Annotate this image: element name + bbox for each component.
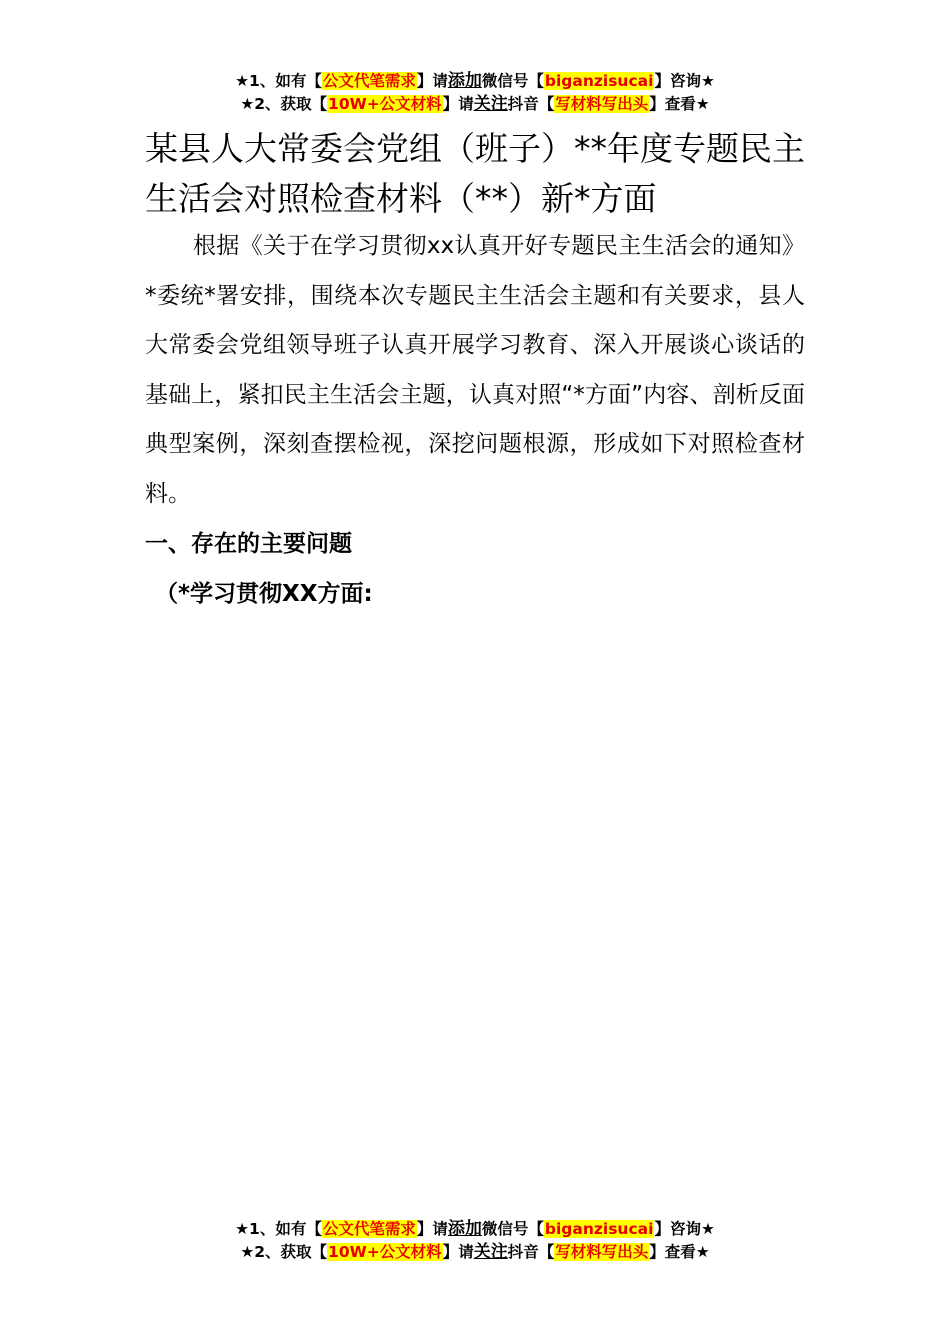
banner-text: 抖音【 xyxy=(507,95,555,113)
banner-underlined: 关注 xyxy=(473,94,508,114)
banner-text: ★1、如有【 xyxy=(235,72,322,90)
document-title: 某县人大常委会党组（班子）**年度专题民主生活会对照检查材料（**）新*方面 xyxy=(145,129,805,218)
banner-line-2 xyxy=(0,1241,950,1264)
banner-text: ★2、获取【 xyxy=(240,95,328,113)
banner-highlight: 写材料写出头 xyxy=(555,1243,649,1261)
banner-text: ★1、如有【 xyxy=(235,1220,322,1238)
header-banner xyxy=(0,70,950,116)
banner-line-2 xyxy=(0,93,950,116)
subsection-heading: （*学习贯彻XX方面: xyxy=(155,581,373,607)
banner-text: 】查看★ xyxy=(649,95,710,113)
banner-underlined: 关注 xyxy=(473,1242,508,1262)
banner-line-1 xyxy=(0,1218,950,1241)
banner-text: ★2、获取【 xyxy=(240,1243,328,1261)
banner-text: 】请 xyxy=(442,1243,474,1261)
banner-text: 微信号【 xyxy=(481,1220,544,1238)
banner-highlight: 公文代笔需求 xyxy=(322,72,416,90)
banner-text: 】请 xyxy=(442,95,474,113)
banner-underlined: 添加 xyxy=(447,71,482,91)
banner-text: 微信号【 xyxy=(481,72,544,90)
banner-highlight: 10W+公文材料 xyxy=(328,95,442,113)
banner-text: 】请 xyxy=(416,1220,448,1238)
banner-line-1 xyxy=(0,70,950,93)
section-heading: 一、存在的主要问题 xyxy=(145,531,352,557)
banner-underlined: 添加 xyxy=(447,1219,482,1239)
banner-highlight: biganzisucai xyxy=(544,1220,654,1238)
banner-text: 】咨询★ xyxy=(654,72,715,90)
banner-text: 】咨询★ xyxy=(654,1220,715,1238)
banner-text: 】查看★ xyxy=(649,1243,710,1261)
banner-highlight: biganzisucai xyxy=(544,72,654,90)
footer-banner xyxy=(0,1218,950,1264)
banner-text: 】请 xyxy=(416,72,448,90)
banner-highlight: 写材料写出头 xyxy=(555,95,649,113)
banner-highlight: 10W+公文材料 xyxy=(328,1243,442,1261)
intro-paragraph: 根据《关于在学习贯彻xx认真开好专题民主生活会的通知》*委统*署安排，围绕本次专题民主生活会主题和有关要求，县人大常委会党组领导班子认真开展学习教育、深入开展谈心谈话的基础上，紧扣民主生活会主题，认真对照“*方面”内容、剖析反面典型案例，深刻查摆检视，深挖问题根源，形成如下对照检查材料。 xyxy=(145,233,805,507)
banner-highlight: 公文代笔需求 xyxy=(322,1220,416,1238)
banner-text: 抖音【 xyxy=(507,1243,555,1261)
